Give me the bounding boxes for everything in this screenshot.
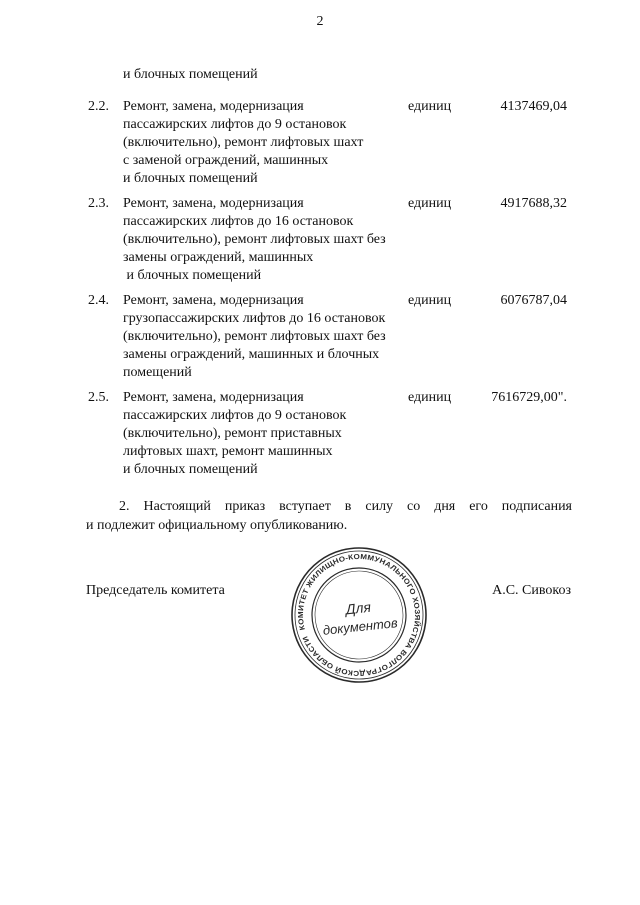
description-line: лифтовых шахт, ремонт машинных <box>123 444 333 459</box>
description-line: Ремонт, замена, модернизация <box>123 390 304 405</box>
row-unit: единиц <box>408 390 452 405</box>
row-number: 2.3. <box>88 196 109 211</box>
clause-line-2: и подлежит официальному опубликованию. <box>86 518 348 533</box>
clause-line-1: 2. Настоящий приказ вступает в силу со дня его подписания <box>119 499 572 514</box>
row-description <box>123 292 408 382</box>
row-unit: единиц <box>408 99 452 114</box>
row-value: 6076787,04 <box>500 293 567 308</box>
seal-center-line-1: Для <box>344 598 372 618</box>
description-line: замены ограждений, машинных и блочных <box>123 347 380 362</box>
description-line: Ремонт, замена, модернизация <box>123 196 304 211</box>
description-line: и блочных помещений <box>123 462 258 477</box>
description-line: грузопассажирских лифтов до 16 остановок <box>123 311 386 326</box>
row-description <box>123 195 408 285</box>
description-line: пассажирских лифтов до 9 остановок <box>123 408 347 423</box>
row-unit: единиц <box>408 196 452 211</box>
clause-paragraph <box>86 497 572 535</box>
description-line: (включительно), ремонт лифтовых шахт без <box>123 329 386 344</box>
description-line: пассажирских лифтов до 16 остановок <box>123 214 354 229</box>
row-number: 2.4. <box>88 293 109 308</box>
description-line: Ремонт, замена, модернизация <box>123 99 304 114</box>
description-line: и блочных помещений <box>123 171 258 186</box>
description-line: (включительно), ремонт лифтовых шахт <box>123 135 364 150</box>
carry-over-line: и блочных помещений <box>123 67 258 82</box>
row-value: 4917688,32 <box>500 196 567 211</box>
row-value: 4137469,04 <box>500 99 567 114</box>
row-unit: единиц <box>408 293 452 308</box>
description-line: с заменой ограждений, машинных <box>123 153 329 168</box>
row-value: 7616729,00". <box>491 390 567 405</box>
signatory-name: А.С. Сивокоз <box>492 583 571 598</box>
official-seal <box>289 545 429 685</box>
description-line: и блочных помещений <box>123 268 262 283</box>
signatory-role: Председатель комитета <box>86 583 225 598</box>
description-line: (включительно), ремонт приставных <box>123 426 342 441</box>
page-number: 2 <box>316 14 324 29</box>
description-line: Ремонт, замена, модернизация <box>123 293 304 308</box>
row-description <box>123 98 408 188</box>
description-line: замены ограждений, машинных <box>123 250 314 265</box>
row-description <box>123 389 408 479</box>
row-number: 2.5. <box>88 390 109 405</box>
row-number: 2.2. <box>88 99 109 114</box>
description-line: помещений <box>123 365 192 380</box>
description-line: (включительно), ремонт лифтовых шахт без <box>123 232 386 247</box>
seal-ring-text: КОМИТЕТ ЖИЛИЩНО-КОММУНАЛЬНОГО ХОЗЯЙСТВА ВОЛГОГРАДСКОЙ ОБЛАСТИ <box>295 551 423 679</box>
seal-center-line-2: документов <box>322 615 399 638</box>
description-line: пассажирских лифтов до 9 остановок <box>123 117 347 132</box>
